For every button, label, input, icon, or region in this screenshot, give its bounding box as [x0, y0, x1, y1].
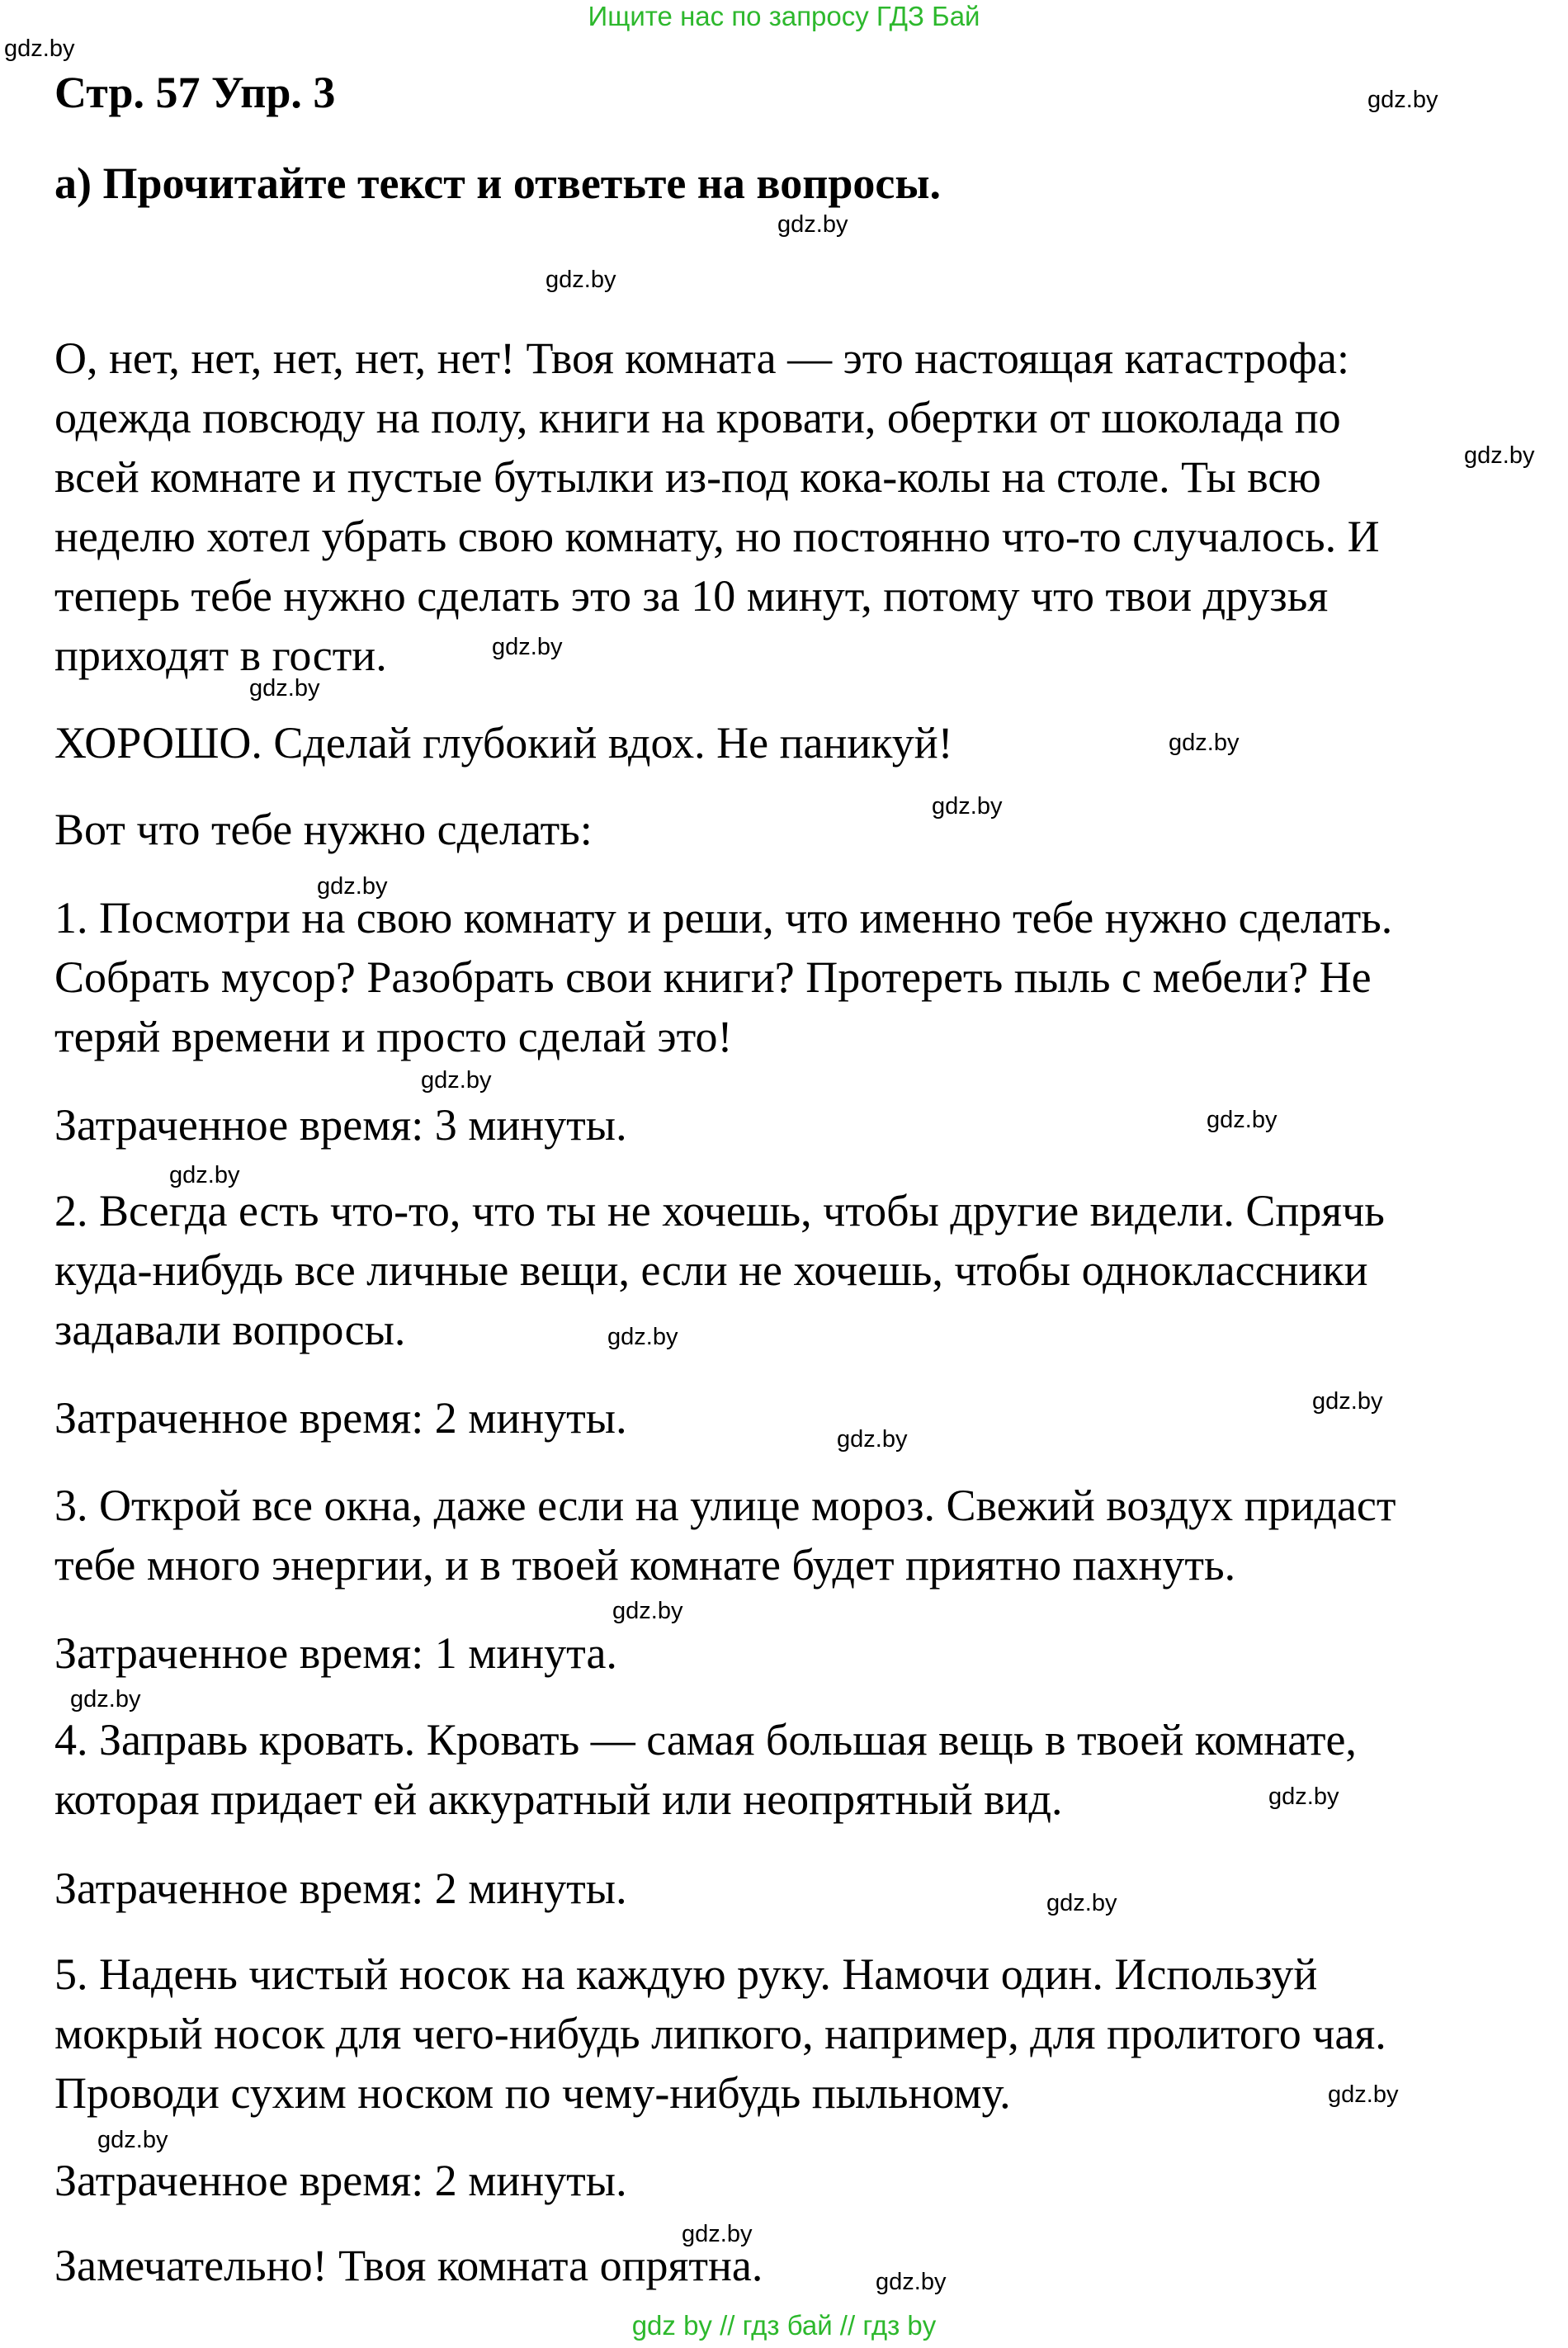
step-1-time: Затраченное время: 3 минуты.: [54, 1100, 627, 1150]
step-1-text: [54, 888, 1523, 1066]
step-2-time: Затраченное время: 2 минуты.: [54, 1393, 627, 1443]
step-3-time: Затраченное время: 1 минута.: [54, 1628, 617, 1678]
step-3-text: [54, 1476, 1523, 1594]
step-line: 3. Открой все окна, даже если на улице мороз. Свежий воздух придаст: [54, 1481, 1396, 1530]
step-line: тебе много энергии, и в твоей комнате будет приятно пахнуть.: [54, 1540, 1236, 1590]
step-line: мокрый носок для чего-нибудь липкого, например, для пролитого чая.: [54, 2009, 1386, 2058]
step-line: 2. Всегда есть что-то, что ты не хочешь, чтобы другие видели. Спрячь: [54, 1186, 1385, 1235]
step-line: 5. Надень чистый носок на каждую руку. Намочи один. Используй: [54, 1949, 1318, 1999]
watermark: gdz.by: [97, 2127, 168, 2153]
closing-line: Замечательно! Твоя комната опрятна.: [54, 2241, 763, 2290]
intro-line: одежда повсюду на полу, книги на кровати, обертки от шоколада по: [54, 393, 1341, 442]
step-line: задавали вопросы.: [54, 1305, 406, 1354]
step-line: 4. Заправь кровать. Кровать — самая большая вещь в твоей комнате,: [54, 1715, 1357, 1765]
task-instruction: а) Прочитайте текст и ответьте на вопросы.: [54, 158, 941, 208]
watermark: gdz.by: [169, 1162, 240, 1188]
intro-line: неделю хотел убрать свою комнату, но постоянно что-то случалось. И: [54, 512, 1380, 561]
watermark: gdz.by: [777, 211, 848, 238]
watermark: gdz.by: [612, 1598, 683, 1624]
watermark: gdz.by: [607, 1324, 678, 1350]
watermark: gdz.by: [1367, 87, 1438, 113]
step-line: которая придает ей аккуратный или неопрятный вид.: [54, 1774, 1063, 1824]
watermark: gdz.by: [421, 1067, 492, 1094]
watermark: gdz.by: [70, 1686, 141, 1713]
page-title: Стр. 57 Упр. 3: [54, 68, 336, 117]
watermark: gdz.by: [317, 873, 388, 900]
intro-line: теперь тебе нужно сделать это за 10 минут, потому что твои друзья: [54, 571, 1329, 621]
watermark: gdz.by: [837, 1426, 908, 1453]
watermark: gdz.by: [492, 634, 563, 660]
watermark: gdz.by: [682, 2221, 753, 2247]
watermark: gdz.by: [4, 35, 75, 62]
intro-line: приходят в гости.: [54, 631, 387, 680]
step-4-text: [54, 1710, 1523, 1829]
todo-intro: Вот что тебе нужно сделать:: [54, 805, 593, 854]
search-prompt-link[interactable]: Ищите нас по запросу ГДЗ Бай: [588, 1, 980, 31]
intro-line: всей комнате и пустые бутылки из-под кока-колы на столе. Ты всю: [54, 452, 1321, 502]
watermark: gdz.by: [1268, 1783, 1339, 1810]
intro-line: О, нет, нет, нет, нет, нет! Твоя комната — это настоящая катастрофа:: [54, 333, 1350, 383]
watermark: gdz.by: [1464, 442, 1535, 469]
step-line: 1. Посмотри на свою комнату и реши, что именно тебе нужно сделать.: [54, 893, 1393, 943]
step-5-time: Затраченное время: 2 минуты.: [54, 2156, 627, 2205]
step-4-time: Затраченное время: 2 минуты.: [54, 1864, 627, 1913]
calm-line: ХОРОШО. Сделай глубокий вдох. Не паникуй!: [54, 718, 953, 768]
watermark: gdz.by: [1046, 1890, 1117, 1916]
intro-paragraph: [54, 328, 1523, 685]
watermark: gdz.by: [249, 675, 320, 702]
step-2-text: [54, 1181, 1523, 1359]
watermark: gdz.by: [1207, 1107, 1278, 1133]
step-line: Собрать мусор? Разобрать свои книги? Протереть пыль с мебели? Не: [54, 952, 1372, 1002]
watermark: gdz.by: [1328, 2081, 1399, 2108]
watermark: gdz.by: [1312, 1388, 1383, 1415]
step-line: куда-нибудь все личные вещи, если не хочешь, чтобы одноклассники: [54, 1245, 1368, 1295]
watermark: gdz.by: [876, 2269, 947, 2295]
footer-links[interactable]: gdz by // гдз бай // гдз by: [631, 2310, 937, 2341]
watermark: gdz.by: [1169, 730, 1240, 756]
watermark: gdz.by: [545, 267, 616, 293]
watermark: gdz.by: [932, 793, 1003, 820]
step-line: теряй времени и просто сделай это!: [54, 1012, 733, 1061]
step-line: Проводи сухим носком по чему-нибудь пыльному.: [54, 2068, 1011, 2118]
step-5-text: [54, 1944, 1523, 2123]
